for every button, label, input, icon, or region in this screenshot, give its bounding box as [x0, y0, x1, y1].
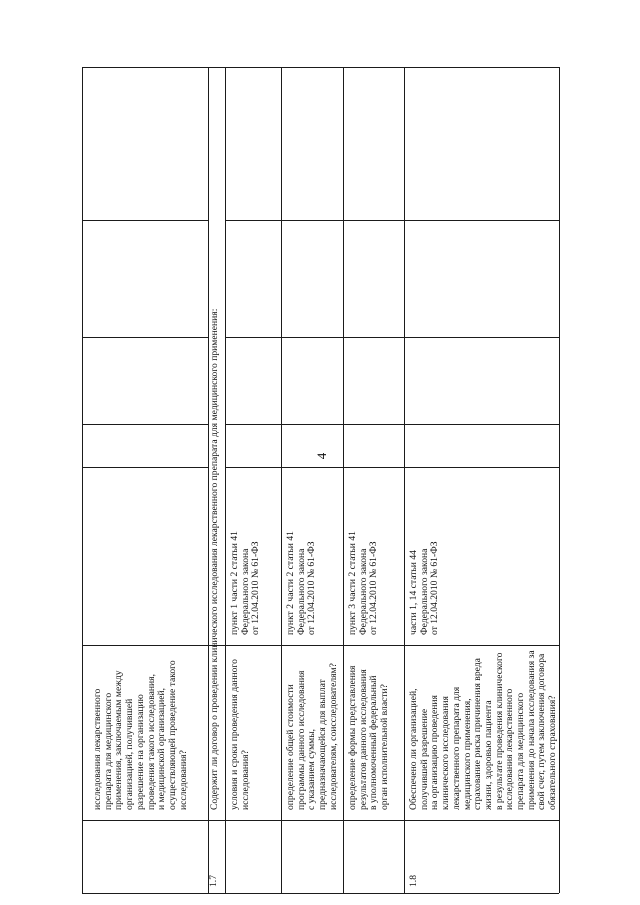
- column-divider: [225, 467, 559, 468]
- number-column-divider: [82, 820, 559, 821]
- legal-basis-text: пункт 3 части 2 статьи 41 Федерального закона от 12.04.2010 № 61-ФЗ: [347, 531, 380, 635]
- column-divider: [82, 645, 208, 646]
- column-divider: [82, 220, 208, 221]
- row-divider: [281, 67, 282, 893]
- table-border-right: [559, 67, 560, 893]
- question-text: определение формы представления результатов данного исследования в уполномоченный федеральный орган исполнительной власти?: [347, 665, 391, 810]
- table-border-left: [82, 67, 83, 893]
- row-divider: [225, 67, 226, 893]
- question-text: условия и сроки проведения данного исследования?: [229, 659, 251, 810]
- column-divider: [82, 467, 208, 468]
- row-number: 1.7: [208, 875, 219, 887]
- column-divider: [82, 337, 208, 338]
- legal-basis-text: пункт 2 части 2 статьи 41 Федерального закона от 12.04.2010 № 61-ФЗ: [285, 531, 318, 635]
- table-border-bottom: [82, 893, 559, 894]
- column-divider: [225, 424, 559, 425]
- row-number: 1.8: [408, 875, 419, 887]
- page-number: 4: [314, 452, 329, 460]
- question-text: Обеспечено ли организацией, получившей разрешение на организацию проведения клинического исследования лекарственного препарата для медицинского применения, страхование риска причинения вреда жизни, здоровью пациента в результате проведения клинического исследования лекарственного препарата для медицинского применения до начала исследования за свой счет, путем заключения договора обязательного страхования?: [408, 650, 559, 810]
- section-heading: Содержит ли договор о проведении клинического исследования лекарственного препарата для медицинского применения:: [209, 308, 220, 810]
- row-divider: [343, 67, 344, 893]
- question-text: исследования лекарственного препарата для медицинского применения, заключаемым между организацией, получившей разрешение на организацию проведения такого исследования, и медицинской организацией, осуществляющей проведение такого исследования?: [92, 660, 189, 810]
- checklist-table: [82, 67, 559, 893]
- column-divider: [225, 337, 559, 338]
- legal-basis-text: пункт 1 части 2 статьи 41 Федерального закона от 12.04.2010 № 61-ФЗ: [229, 531, 262, 635]
- row-divider: [404, 67, 405, 893]
- table-border-top: [82, 67, 559, 68]
- question-text: определение общей стоимости программы данного исследования с указанием суммы, предназначающейся для выплат исследователям, соисследователям?: [285, 663, 339, 810]
- column-divider: [82, 424, 208, 425]
- column-divider: [225, 220, 559, 221]
- legal-basis-text: части 1, 14 статьи 44 Федерального закона от 12.04.2010 № 61-ФЗ: [408, 541, 441, 635]
